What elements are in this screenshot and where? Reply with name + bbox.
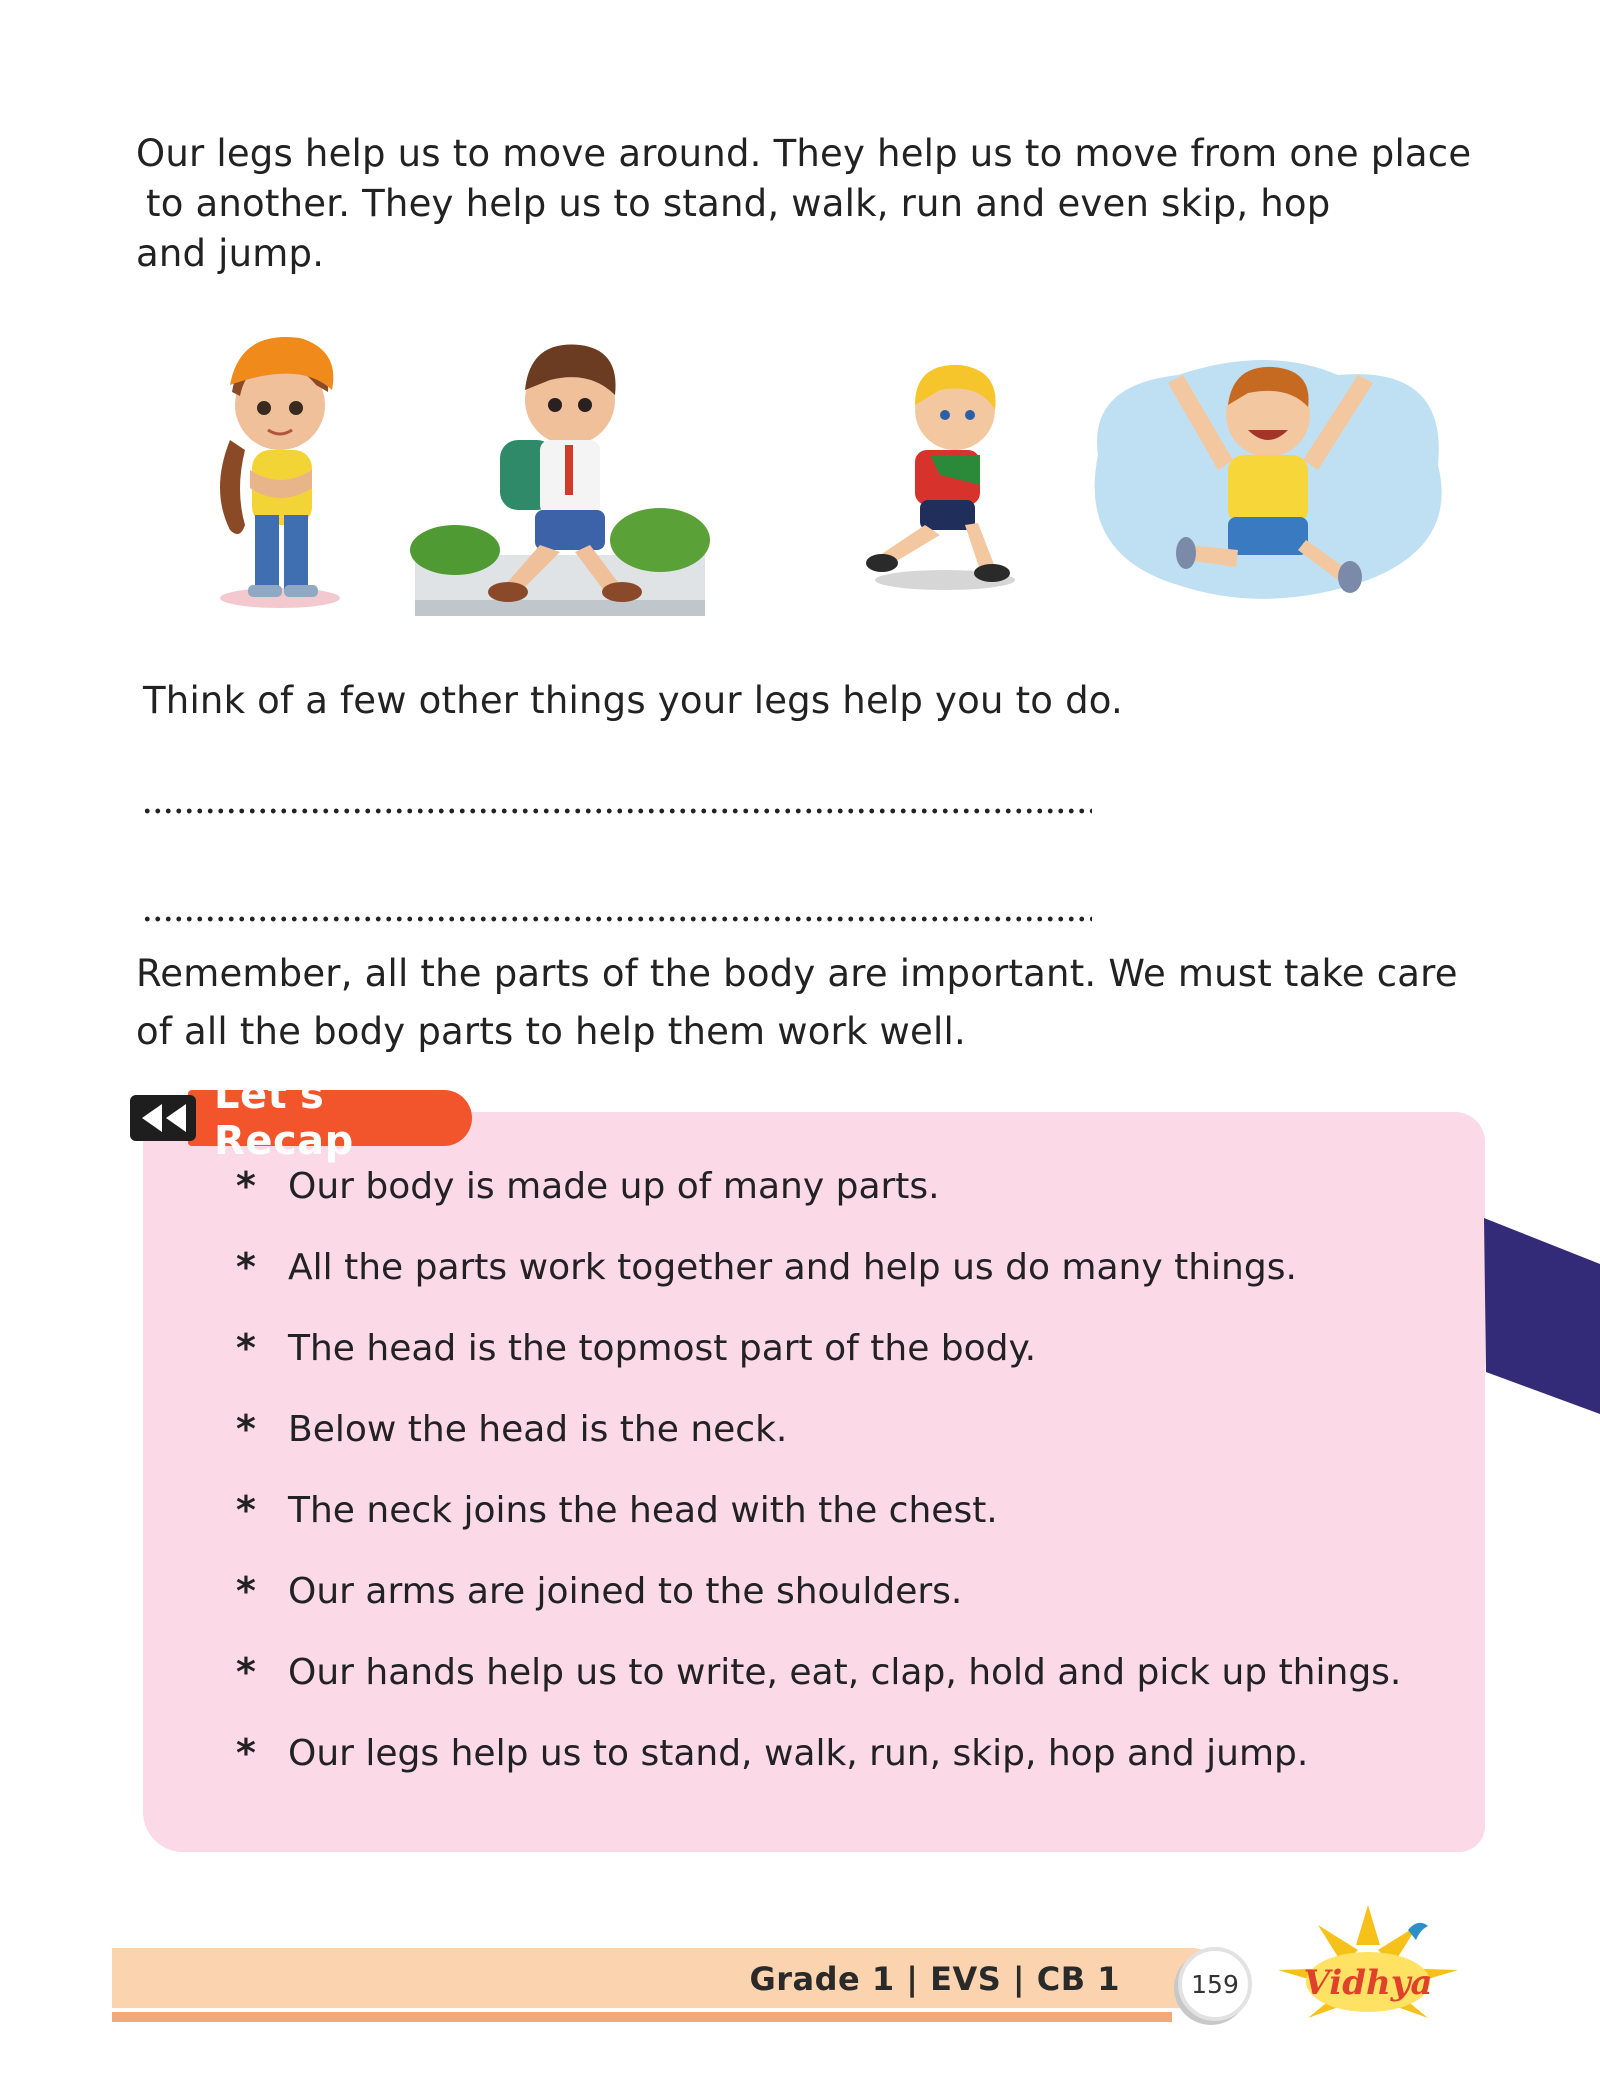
bullet-star-icon: *: [236, 1164, 256, 1208]
chapter-side-tab: [1484, 1218, 1600, 1414]
recap-item: [236, 1569, 962, 1613]
recap-header: [130, 1072, 472, 1164]
footer-label: Grade 1 | EVS | CB 1: [749, 1960, 1120, 1998]
intro-line-1: Our legs help us to move around. They help us to move from one place: [136, 132, 1472, 175]
bullet-star-icon: *: [236, 1245, 256, 1289]
bullet-star-icon: *: [236, 1326, 256, 1370]
page-number: 159: [1178, 1947, 1252, 2021]
recap-item-text: Our legs help us to stand, walk, run, skip, hop and jump.: [288, 1732, 1309, 1774]
footer-divider: [112, 2012, 1172, 2022]
recap-item: [236, 1164, 940, 1208]
prompt-question: Think of a few other things your legs help you to do.: [143, 679, 1123, 722]
logo-wordmark: Vidhya: [1303, 1963, 1433, 2003]
bullet-star-icon: *: [236, 1650, 256, 1694]
boy-walking-illustration: [410, 330, 710, 630]
remember-line-1: Remember, all the parts of the body are important. We must take care: [136, 952, 1458, 995]
bullet-star-icon: *: [236, 1488, 256, 1532]
recap-item: [236, 1731, 1308, 1775]
recap-item-text: The head is the topmost part of the body.: [288, 1327, 1037, 1369]
intro-line-3: and jump.: [136, 232, 325, 275]
recap-item: [236, 1650, 1401, 1694]
recap-item-text: The neck joins the head with the chest.: [288, 1489, 998, 1531]
bullet-star-icon: *: [236, 1731, 256, 1775]
answer-line-1[interactable]: [142, 808, 1092, 814]
boy-jumping-illustration: [1068, 345, 1458, 615]
recap-item: [236, 1245, 1297, 1289]
recap-item: [236, 1326, 1036, 1370]
recap-item: [236, 1407, 787, 1451]
recap-item-text: Our body is made up of many parts.: [288, 1165, 940, 1207]
bullet-star-icon: *: [236, 1407, 256, 1451]
remember-line-2: of all the body parts to help them work well.: [136, 1010, 966, 1053]
recap-title-pill: [188, 1072, 472, 1164]
vidhya-logo: [1258, 1900, 1478, 2030]
answer-line-2[interactable]: [142, 916, 1092, 922]
rewind-icon: [130, 1095, 196, 1141]
recap-item-text: All the parts work together and help us do many things.: [288, 1246, 1297, 1288]
bullet-star-icon: *: [236, 1569, 256, 1613]
recap-title: Let's Recap: [214, 1072, 354, 1164]
girl-standing-illustration: [200, 330, 360, 610]
recap-item-text: Our arms are joined to the shoulders.: [288, 1570, 963, 1612]
recap-item-text: Below the head is the neck.: [288, 1408, 788, 1450]
boy-running-illustration: [860, 355, 1030, 595]
recap-item-text: Our hands help us to write, eat, clap, hold and pick up things.: [288, 1651, 1402, 1693]
recap-item: [236, 1488, 998, 1532]
intro-line-2: to another. They help us to stand, walk, run and even skip, hop: [146, 182, 1331, 225]
